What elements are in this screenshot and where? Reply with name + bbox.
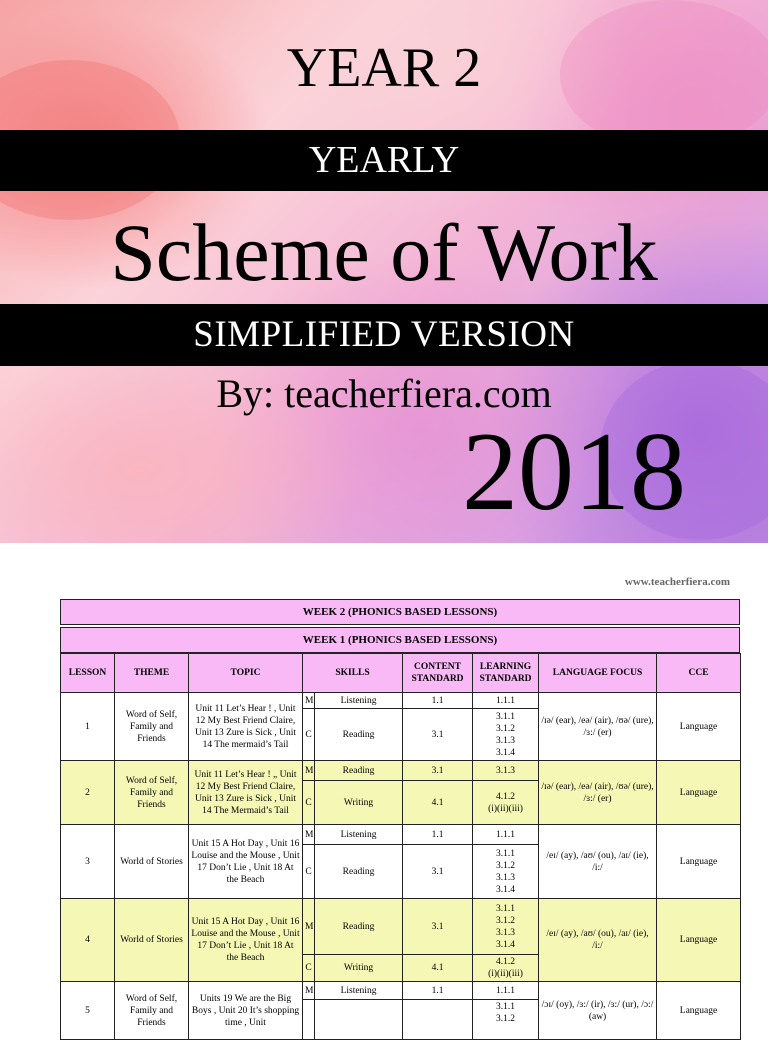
cell-learning-standard: 3.1.1 3.1.2 3.1.3 3.1.4 [473,899,539,955]
table-row [61,825,741,845]
cell-cce: Language [657,825,741,899]
cell-mode-m: M [303,825,315,845]
header-topic: TOPIC [189,654,303,693]
cover-byline: By: teacherfiera.com [216,371,552,416]
cell-learning-standard: 1.1.1 [473,982,539,1000]
cell-language-focus: /ɪə/ (ear), /eə/ (air), /ʊə/ (ure), /ɜ:/ (er) [539,761,657,825]
cell-learning-standard: 3.1.1 3.1.2 3.1.3 3.1.4 [473,845,539,899]
week-bar-lower: WEEK 1 (PHONICS BASED LESSONS) [60,627,740,653]
cell-content-standard [403,1000,473,1040]
cover-main-title: Scheme of Work [110,207,658,298]
cell-cce: Language [657,899,741,982]
cell-topic: Unit 15 A Hot Day , Unit 16 Louise and the Mouse , Unit 17 Don’t Lie , Unit 18 At the Beach [189,825,303,899]
table-header-row [61,654,741,693]
table-row [61,693,741,709]
cell-cce: Language [657,982,741,1040]
cell-skill: Reading [315,761,403,781]
cell-learning-standard: 3.1.1 3.1.2 3.1.3 3.1.4 [473,709,539,761]
cell-content-standard: 3.1 [403,845,473,899]
header-learning-standard: LEARNING STANDARD [473,654,539,693]
cell-learning-standard: 3.1.1 3.1.2 [473,1000,539,1040]
cell-mode-m: M [303,761,315,781]
cell-topic: Unit 11 Let’s Hear ! , Unit 12 My Best Friend Claire, Unit 13 Zure is Sick , Unit 14 The mermaid’s Tail [189,693,303,761]
header-language-focus: LANGUAGE FOCUS [539,654,657,693]
header-theme: THEME [115,654,189,693]
header-content-standard: CONTENT STANDARD [403,654,473,693]
cell-theme: World of Stories [115,825,189,899]
cell-learning-standard: 1.1.1 [473,693,539,709]
header-cce: CCE [657,654,741,693]
cell-language-focus: /ɪə/ (ear), /eə/ (air), /ʊə/ (ure), /ɜ:/ (er) [539,693,657,761]
cell-mode-m: M [303,693,315,709]
cell-content-standard: 1.1 [403,693,473,709]
cell-lesson: 1 [61,693,115,761]
cell-content-standard: 3.1 [403,709,473,761]
cell-mode-c: C [303,781,315,825]
cell-language-focus: /eɪ/ (ay), /aʊ/ (ou), /aɪ/ (ie), /i:/ [539,899,657,982]
cover-band-yearly: YEARLY [0,130,768,191]
cell-theme: World of Stories [115,899,189,982]
cell-content-standard: 3.1 [403,761,473,781]
cell-mode-c: C [303,955,315,982]
cell-language-focus: /ɔɪ/ (oy), /ɜ:/ (ir), /ɜ:/ (ur), /ɔ:/ (aw) [539,982,657,1040]
cell-lesson: 3 [61,825,115,899]
cell-skill: Reading [315,899,403,955]
cell-topic: Unit 11 Let’s Hear ! „ Unit 12 My Best Friend Claire, Unit 13 Zure is Sick , Unit 14 The Mermaid’s Tail [189,761,303,825]
cell-content-standard: 3.1 [403,899,473,955]
cell-content-standard: 4.1 [403,781,473,825]
table-row [61,982,741,1000]
cell-mode-m: M [303,899,315,955]
scheme-table [60,653,741,1040]
cell-skill: Listening [315,982,403,1000]
table-row [61,899,741,955]
cell-learning-standard: 4.1.2 (i)(ii)(iii) [473,781,539,825]
site-url: www.teacherfiera.com [624,576,730,588]
cell-skill: Listening [315,825,403,845]
cover-year-number: 2018 [462,410,686,534]
cell-learning-standard: 1.1.1 [473,825,539,845]
cell-mode-m: M [303,982,315,1000]
cell-language-focus: /eɪ/ (ay), /aʊ/ (ou), /aɪ/ (ie), /i:/ [539,825,657,899]
cell-skill: Reading [315,845,403,899]
cell-mode-c: C [303,845,315,899]
cell-topic: Unit 15 A Hot Day , Unit 16 Louise and the Mouse , Unit 17 Don’t Lie , Unit 18 At the Beach [189,899,303,982]
cell-learning-standard: 3.1.3 [473,761,539,781]
week-bar-upper: WEEK 2 (PHONICS BASED LESSONS) [60,599,740,625]
cell-skill: Reading [315,709,403,761]
cover-year-title: YEAR 2 [286,37,482,99]
cell-content-standard: 4.1 [403,955,473,982]
header-lesson: LESSON [61,654,115,693]
cell-learning-standard: 4.1.2 (i)(ii)(iii) [473,955,539,982]
cell-theme: Word of Self, Family and Friends [115,761,189,825]
cell-lesson: 5 [61,982,115,1040]
cell-lesson: 2 [61,761,115,825]
cell-cce: Language [657,693,741,761]
cover-band-simplified: SIMPLIFIED VERSION [0,304,768,366]
cell-skill [315,1000,403,1040]
cell-skill: Listening [315,693,403,709]
table-row [61,761,741,781]
cell-topic: Units 19 We are the Big Boys , Unit 20 It’s shopping time , Unit [189,982,303,1040]
cell-theme: Word of Self, Family and Friends [115,982,189,1040]
cell-lesson: 4 [61,899,115,982]
header-skills: SKILLS [303,654,403,693]
cell-mode-c [303,1000,315,1040]
cell-content-standard: 1.1 [403,825,473,845]
cell-content-standard: 1.1 [403,982,473,1000]
cell-theme: Word of Self, Family and Friends [115,693,189,761]
cell-mode-c: C [303,709,315,761]
cell-cce: Language [657,761,741,825]
cell-skill: Writing [315,955,403,982]
cell-skill: Writing [315,781,403,825]
